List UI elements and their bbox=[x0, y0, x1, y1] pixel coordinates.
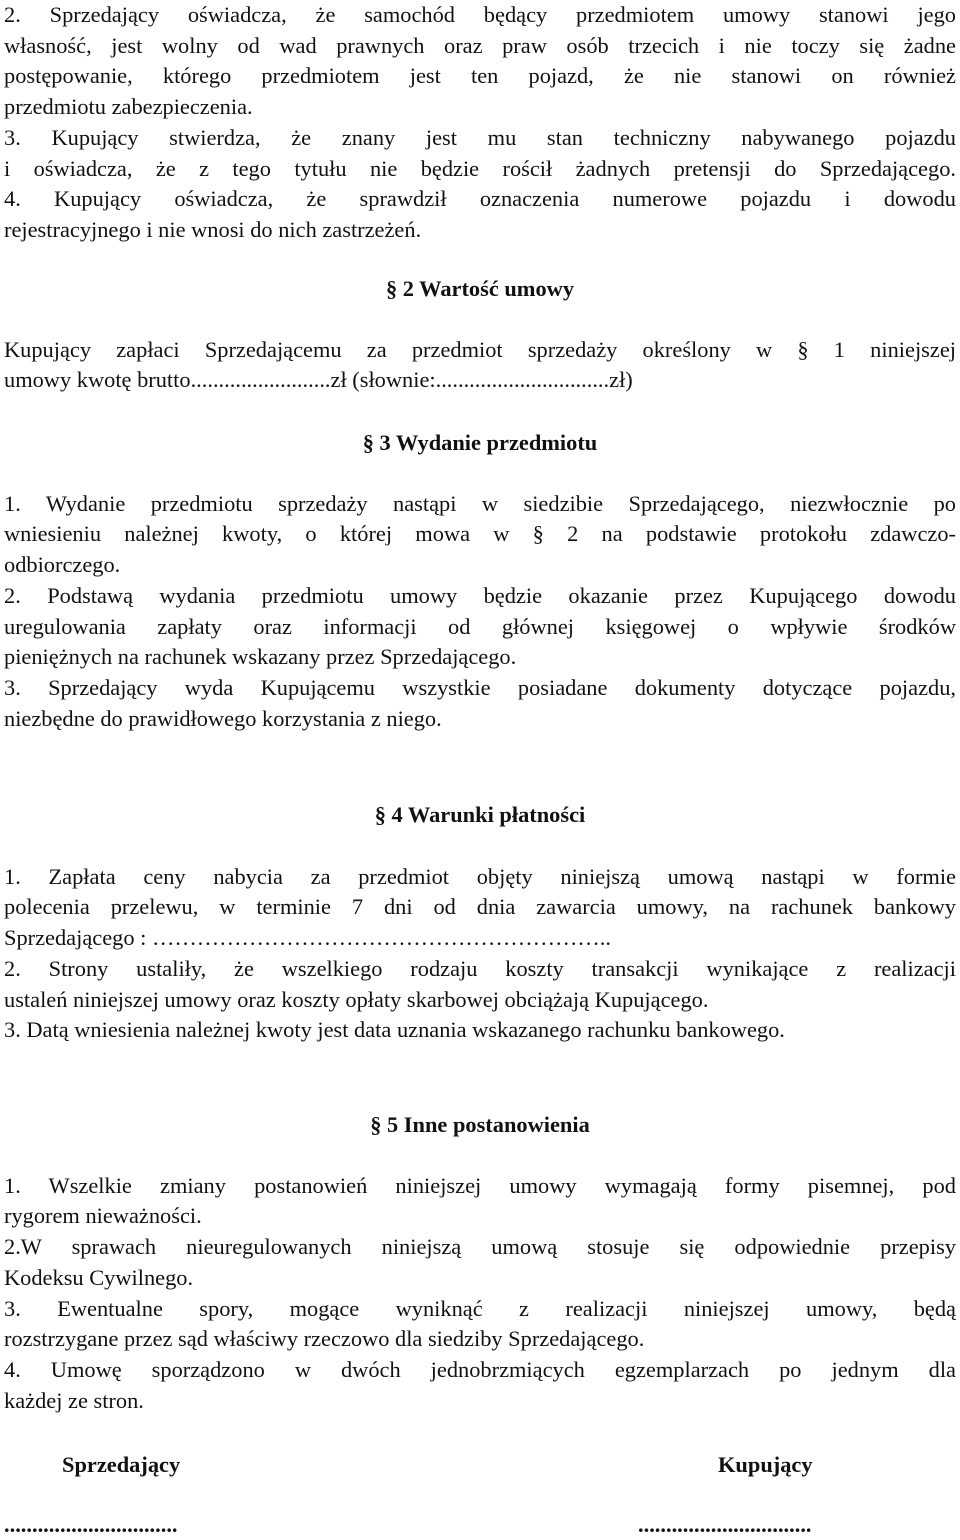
text-line: rygorem nieważności. bbox=[4, 1203, 202, 1229]
text-line: 3. Datą wniesienia należnej kwoty jest data uznania wskazanego rachunku bankowego. bbox=[4, 1017, 785, 1043]
buyer-signature-line: ............................... bbox=[638, 1512, 812, 1537]
text-line: przedmiotu zabezpieczenia. bbox=[4, 94, 253, 120]
text-line: postępowanie, którego przedmiotem jest ten pojazd, że nie stanowi on również bbox=[4, 63, 956, 89]
section-3 bbox=[4, 428, 956, 734]
text-line: Sprzedającego : …………………………………………………….. bbox=[4, 925, 611, 951]
text-line: 4. Umowę sporządzono w dwóch jednobrzmiących egzemplarzach po jednym dla bbox=[4, 1356, 956, 1382]
seller-signature-line: ............................... bbox=[4, 1512, 178, 1537]
text-line: 1. Zapłata ceny nabycia za przedmiot objęty niniejszą umową nastąpi w formie bbox=[4, 863, 956, 889]
section-heading bbox=[4, 274, 956, 305]
text-line: Kodeksu Cywilnego. bbox=[4, 1264, 194, 1290]
paragraph bbox=[4, 489, 956, 735]
section-title: 2 Wartość umowy bbox=[402, 276, 575, 301]
text-line: 1. Wszelkie zmiany postanowień niniejszej umowy wymagają formy pisemnej, pod bbox=[4, 1172, 956, 1198]
seller-signature-label: Sprzedający bbox=[62, 1452, 181, 1477]
buyer-signature-label: Kupujący bbox=[718, 1452, 813, 1477]
text-line: uregulowania zapłaty oraz informacji od głównej księgowej o wpływie środków bbox=[4, 613, 956, 639]
section-4 bbox=[4, 800, 956, 1046]
paragraph bbox=[4, 0, 956, 246]
text-line: każdej ze stron. bbox=[4, 1387, 144, 1413]
section-heading bbox=[4, 1110, 956, 1141]
section-heading bbox=[4, 800, 956, 831]
section-symbol: § bbox=[374, 802, 386, 827]
paragraph bbox=[4, 335, 956, 396]
text-line: wniesieniu należnej kwoty, o której mowa w § 2 na podstawie protokołu zdawczo- bbox=[4, 521, 956, 547]
section-symbol: § bbox=[370, 1112, 382, 1137]
section-symbol: § bbox=[362, 430, 374, 455]
section-title: 5 Inne postanowienia bbox=[387, 1112, 590, 1137]
text-line: 1. Wydanie przedmiotu sprzedaży nastąpi w siedzibie Sprzedającego, niezwłocznie po bbox=[4, 490, 956, 516]
section-5 bbox=[4, 1110, 956, 1416]
paragraph bbox=[4, 1171, 956, 1417]
section-2 bbox=[4, 274, 956, 396]
text-line: niezbędne do prawidłowego korzystania z niego. bbox=[4, 705, 442, 731]
text-line: 2. Sprzedający oświadcza, że samochód będący przedmiotem umowy stanowi jego bbox=[4, 2, 956, 27]
text-line: umowy kwotę brutto.........................zł (słownie:...............................zł) bbox=[4, 367, 633, 393]
text-line: 3. Ewentualne spory, mogące wyniknąć z realizacji niniejszej umowy, będą bbox=[4, 1295, 956, 1321]
text-line: polecenia przelewu, w terminie 7 dni od dnia zawarcia umowy, na rachunek bankowy bbox=[4, 894, 956, 920]
section-title: 4 Warunki płatności bbox=[391, 802, 586, 827]
text-line: rozstrzygane przez sąd właściwy rzeczowo dla siedziby Sprzedającego. bbox=[4, 1326, 645, 1352]
text-line: 2. Podstawą wydania przedmiotu umowy będzie okazanie przez Kupującego dowodu bbox=[4, 582, 956, 608]
text-line: odbiorczego. bbox=[4, 552, 121, 578]
paragraph bbox=[4, 862, 956, 1046]
text-line: rejestracyjnego i nie wnosi do nich zastrzeżeń. bbox=[4, 216, 422, 242]
text-line: 2. Strony ustaliły, że wszelkiego rodzaju koszty transakcji wynikające z realizacji bbox=[4, 955, 956, 981]
text-line: własność, jest wolny od wad prawnych oraz praw osób trzecich i nie toczy się żadne bbox=[4, 32, 956, 58]
text-line: 2.W sprawach nieuregulowanych niniejszą umową stosuje się odpowiednie przepisy bbox=[4, 1234, 956, 1260]
text-line: 3. Kupujący stwierdza, że znany jest mu stan techniczny nabywanego pojazdu bbox=[4, 124, 956, 150]
text-line: ustaleń niniejszej umowy oraz koszty opłaty skarbowej obciążają Kupującego. bbox=[4, 986, 709, 1012]
text-line: 3. Sprzedający wyda Kupującemu wszystkie posiadane dokumenty dotyczące pojazdu, bbox=[4, 674, 956, 700]
section-heading bbox=[4, 428, 956, 459]
text-line: 4. Kupujący oświadcza, że sprawdził oznaczenia numerowe pojazdu i dowodu bbox=[4, 186, 956, 212]
text-line: pieniężnych na rachunek wskazany przez Sprzedającego. bbox=[4, 644, 517, 670]
section-title: 3 Wydanie przedmiotu bbox=[379, 430, 598, 455]
section-symbol: § bbox=[385, 276, 398, 301]
clauses-block bbox=[4, 0, 956, 246]
text-line: i oświadcza, że z tego tytułu nie będzie rościł żadnych pretensji do Sprzedającego. bbox=[4, 155, 956, 181]
text-line: Kupujący zapłaci Sprzedającemu za przedmiot sprzedaży określony w § 1 niniejszej bbox=[4, 336, 956, 362]
